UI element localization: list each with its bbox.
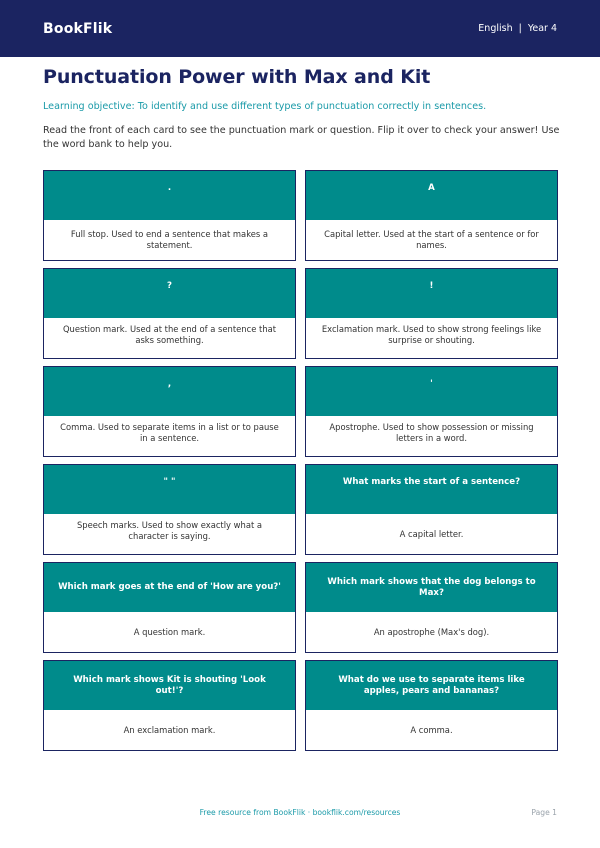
flashcard[interactable] [43, 562, 296, 653]
card-front: ? [44, 269, 295, 318]
card-front: " " [44, 465, 295, 514]
card-back: An apostrophe (Max's dog). [373, 626, 490, 637]
card-back: An exclamation mark. [123, 724, 216, 735]
meta-separator: | [518, 23, 522, 34]
card-back: Full stop. Used to end a sentence that makes a statement. [70, 229, 269, 250]
card-front: ! [306, 269, 557, 318]
flashcard[interactable] [43, 268, 296, 359]
header-meta [478, 23, 557, 34]
card-back: Capital letter. Used at the start of a sentence or for names. [324, 229, 539, 250]
card-front: Which mark goes at the end of 'How are you?' [44, 563, 295, 612]
flashcard[interactable] [305, 268, 558, 359]
flashcard[interactable] [43, 660, 296, 751]
card-front: , [44, 367, 295, 416]
card-front: What marks the start of a sentence? [306, 465, 557, 514]
card-front: A [306, 171, 557, 220]
card-front: ' [306, 367, 557, 416]
card-front: What do we use to separate items like apples, pears and bananas? [306, 661, 557, 710]
footer-credit[interactable]: Free resource from BookFlik · bookflik.com/resources [199, 808, 401, 817]
card-back: Comma. Used to separate items in a list or to pause in a sentence. [60, 422, 279, 443]
subject-label: English [478, 23, 513, 34]
flashcard[interactable] [305, 660, 558, 751]
top-bar [0, 0, 600, 57]
card-back: A question mark. [133, 626, 206, 637]
card-back: Exclamation mark. Used to show strong feelings like surprise or shouting. [321, 324, 542, 345]
flashcard-grid [43, 170, 558, 751]
card-front: Which mark shows Kit is shouting 'Look out!'? [44, 661, 295, 710]
card-front: . [44, 171, 295, 220]
brand-logo[interactable]: BookFlik [43, 20, 113, 37]
year-label: Year 4 [527, 23, 557, 34]
page-number: Page 1 [531, 808, 557, 817]
card-back: Speech marks. Used to show exactly what a character is saying. [76, 520, 263, 541]
flashcard[interactable] [305, 170, 558, 261]
card-front: Which mark shows that the dog belongs to Max? [306, 563, 557, 612]
flashcard[interactable] [305, 562, 558, 653]
card-back: Apostrophe. Used to show possession or missing letters in a word. [329, 422, 534, 443]
learning-objective: Learning objective: To identify and use different types of punctuation correctly in sentences. [43, 101, 487, 112]
flashcard[interactable] [43, 170, 296, 261]
card-back: Question mark. Used at the end of a sentence that asks something. [62, 324, 277, 345]
flashcard[interactable] [305, 464, 558, 555]
flashcard[interactable] [43, 464, 296, 555]
flashcard[interactable] [43, 366, 296, 457]
page-title: Punctuation Power with Max and Kit [43, 66, 431, 88]
card-back: A comma. [410, 724, 453, 735]
flashcard[interactable] [305, 366, 558, 457]
instructions: Read the front of each card to see the punctuation mark or question. Flip it over to check your answer! Use the word bank to help you. [43, 125, 560, 150]
card-back: A capital letter. [399, 528, 464, 539]
